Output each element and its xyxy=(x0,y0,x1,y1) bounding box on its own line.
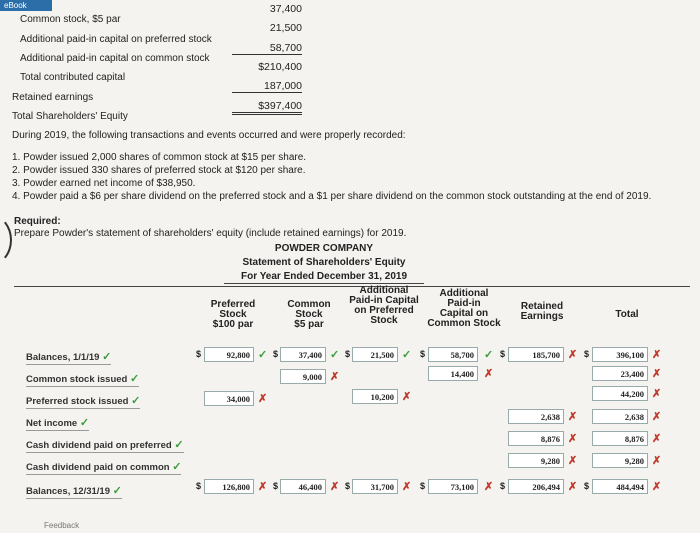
feedback-link[interactable]: Feedback xyxy=(44,521,80,530)
bs-value-total-contributed: $210,400 xyxy=(258,61,302,73)
check-icon: ✓ xyxy=(131,395,141,407)
dollar-sign: $ xyxy=(273,481,279,491)
statement-period: For Year Ended December 31, 2019 xyxy=(224,272,424,284)
dollar-sign: $ xyxy=(584,481,590,491)
statement-company: POWDER COMPANY xyxy=(274,243,374,254)
input-pref-issued-apic-pref[interactable]: 10,200 xyxy=(352,389,398,404)
cross-icon: ✗ xyxy=(652,349,662,361)
input-pref-issued-pref[interactable]: 34,000 xyxy=(204,391,254,406)
check-icon: ✓ xyxy=(130,373,140,385)
input-bal-end-total[interactable]: 484,494 xyxy=(592,479,648,494)
dollar-sign: $ xyxy=(584,349,590,359)
bs-label-apic-common: Additional paid-in capital on common stock xyxy=(20,53,210,64)
dollar-sign: $ xyxy=(500,349,506,359)
input-bal-begin-total[interactable]: 396,100 xyxy=(592,347,648,362)
input-pref-issued-total[interactable]: 44,200 xyxy=(592,386,648,401)
row-label-pref-issued: Preferred stock issued ✓ xyxy=(26,395,141,407)
dollar-sign: $ xyxy=(420,481,426,491)
statement-title: Statement of Shareholders' Equity xyxy=(242,257,406,268)
input-div-pref-re[interactable]: 8,876 xyxy=(508,431,564,446)
cross-icon: ✗ xyxy=(484,368,494,380)
cross-icon: ✗ xyxy=(330,371,340,383)
ebook-tab[interactable]: eBook xyxy=(0,0,52,11)
bs-value-apic-common: 58,700 xyxy=(232,42,302,55)
cross-icon: ✗ xyxy=(652,433,662,445)
check-icon: ✓ xyxy=(79,417,90,429)
cross-icon: ✗ xyxy=(568,433,578,445)
bs-value-apic-pref: 21,500 xyxy=(269,22,302,34)
input-common-issued-common[interactable]: 9,000 xyxy=(280,369,326,384)
check-icon: ✓ xyxy=(258,349,268,361)
cross-icon: ✗ xyxy=(402,481,412,493)
event-4: 4. Powder paid a $6 per share dividend on the preferred stock and a $1 per share dividend on the common stock outstanding at the end of 2019. xyxy=(12,191,652,202)
row-label-bal-end: Balances, 12/31/19 ✓ xyxy=(26,485,122,497)
col-header-apic-common: Additional Paid-in Capital on Common Stock xyxy=(427,288,501,329)
event-3: 3. Powder earned net income of $38,950. xyxy=(12,178,196,189)
row-label-common-issued: Common stock issued ✓ xyxy=(26,373,140,385)
cross-icon: ✗ xyxy=(568,455,578,467)
input-bal-end-apic-common[interactable]: 73,100 xyxy=(428,479,478,494)
input-bal-begin-pref[interactable]: 92,800 xyxy=(204,347,254,362)
input-bal-end-apic-pref[interactable]: 31,700 xyxy=(352,479,398,494)
intro-text: During 2019, the following transactions and events occurred and were properly recorded: xyxy=(12,130,406,141)
bs-label-total-contributed: Total contributed capital xyxy=(20,72,126,83)
check-icon: ✓ xyxy=(174,439,184,451)
check-icon: ✓ xyxy=(330,349,340,361)
event-2: 2. Powder issued 330 shares of preferred stock at $120 per share. xyxy=(12,165,306,176)
check-icon: ✓ xyxy=(112,485,122,497)
input-bal-end-common[interactable]: 46,400 xyxy=(280,479,326,494)
dollar-sign: $ xyxy=(345,349,351,359)
dollar-sign: $ xyxy=(196,481,202,491)
event-1: 1. Powder issued 2,000 shares of common stock at $15 per share. xyxy=(12,152,307,163)
check-icon: ✓ xyxy=(172,461,182,473)
cross-icon: ✗ xyxy=(258,481,268,493)
col-header-total: Total xyxy=(615,309,639,320)
dollar-sign: $ xyxy=(196,349,202,359)
check-icon: ✓ xyxy=(402,349,412,361)
cross-icon: ✗ xyxy=(652,388,662,400)
cross-icon: ✗ xyxy=(652,455,662,467)
cross-icon: ✗ xyxy=(484,481,494,493)
bs-value-total-equity: $397,400 xyxy=(232,100,302,115)
cross-icon: ✗ xyxy=(568,411,578,423)
bs-label-retained: Retained earnings xyxy=(12,92,94,103)
row-label-net-income: Net income ✓ xyxy=(26,417,90,429)
input-net-income-total[interactable]: 2,638 xyxy=(592,409,648,424)
bs-value-retained: 187,000 xyxy=(232,80,302,93)
input-div-common-total[interactable]: 9,280 xyxy=(592,453,648,468)
bs-label-apic-pref: Additional paid-in capital on preferred stock xyxy=(20,34,212,45)
input-bal-end-re[interactable]: 206,494 xyxy=(508,479,564,494)
dollar-sign: $ xyxy=(500,481,506,491)
check-icon: ✓ xyxy=(484,349,494,361)
bs-label-total-equity: Total Shareholders' Equity xyxy=(12,111,128,122)
input-bal-begin-common[interactable]: 37,400 xyxy=(280,347,326,362)
bs-label-common: Common stock, $5 par xyxy=(20,14,121,25)
input-bal-begin-apic-pref[interactable]: 21,500 xyxy=(352,347,398,362)
input-div-pref-total[interactable]: 8,876 xyxy=(592,431,648,446)
row-label-div-pref: Cash dividend paid on preferred ✓ xyxy=(26,439,184,451)
required-text: Prepare Powder's statement of shareholders' equity (include retained earnings) for 2019. xyxy=(14,228,407,239)
bs-value-common: 37,400 xyxy=(269,3,302,15)
cross-icon: ✗ xyxy=(652,368,662,380)
col-header-common: Common Stock $5 par xyxy=(287,299,331,330)
row-label-bal-begin: Balances, 1/1/19 ✓ xyxy=(26,351,112,363)
col-header-pref: Preferred Stock $100 par xyxy=(210,299,256,330)
row-label-div-common: Cash dividend paid on common ✓ xyxy=(26,461,182,473)
cross-icon: ✗ xyxy=(652,411,662,423)
input-bal-begin-re[interactable]: 185,700 xyxy=(508,347,564,362)
check-icon: ✓ xyxy=(102,351,112,363)
input-net-income-re[interactable]: 2,638 xyxy=(508,409,564,424)
cross-icon: ✗ xyxy=(568,481,578,493)
input-bal-begin-apic-common[interactable]: 58,700 xyxy=(428,347,478,362)
input-div-common-re[interactable]: 9,280 xyxy=(508,453,564,468)
required-heading: Required: xyxy=(14,216,61,227)
page-curve-decoration xyxy=(0,215,12,265)
dollar-sign: $ xyxy=(345,481,351,491)
dollar-sign: $ xyxy=(420,349,426,359)
cross-icon: ✗ xyxy=(402,391,412,403)
input-bal-end-pref[interactable]: 126,800 xyxy=(204,479,254,494)
cross-icon: ✗ xyxy=(330,481,340,493)
cross-icon: ✗ xyxy=(652,481,662,493)
cross-icon: ✗ xyxy=(258,393,268,405)
input-common-issued-total[interactable]: 23,400 xyxy=(592,366,648,381)
dollar-sign: $ xyxy=(273,349,279,359)
input-common-issued-apic-common[interactable]: 14,400 xyxy=(428,366,478,381)
col-header-apic-pref: Additional Paid-in Capital on Preferred Stock xyxy=(349,285,419,326)
col-header-re: Retained Earnings xyxy=(520,301,564,322)
cross-icon: ✗ xyxy=(568,349,578,361)
